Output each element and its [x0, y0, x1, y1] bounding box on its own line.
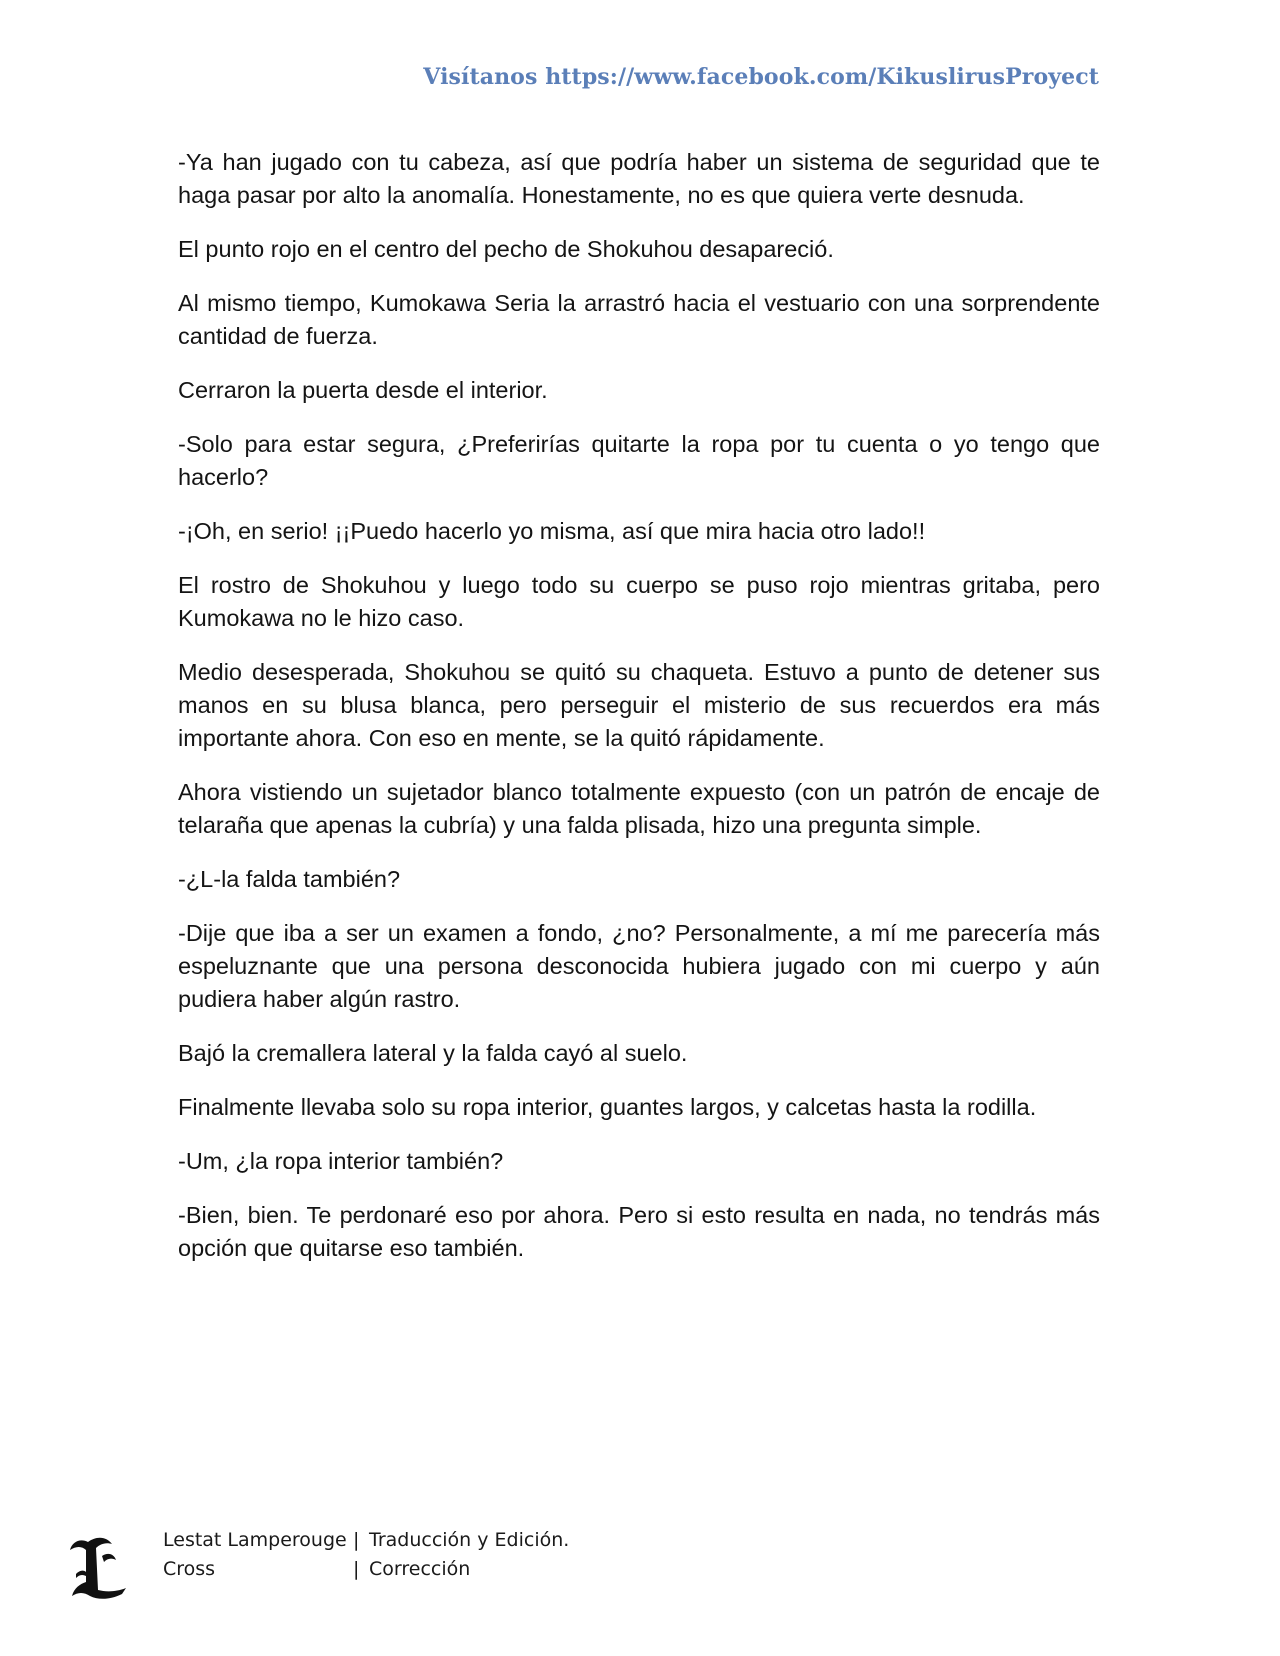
- paragraph: -¿L-la falda también?: [178, 866, 401, 892]
- gothic-letter-l-icon: [66, 1534, 130, 1604]
- credits: [163, 1526, 569, 1584]
- paragraph: -Bien, bien. Te perdonaré eso por ahora. Pero si esto resulta en nada, no tendrás más opción que quitarse eso también.: [178, 1202, 1100, 1261]
- credit-name: Cross: [163, 1558, 216, 1580]
- paragraph: Medio desesperada, Shokuhou se quitó su chaqueta. Estuvo a punto de detener sus manos en su blusa blanca, pero perseguir el misterio de sus recuerdos era más importante ahora. Con eso en mente, se la quitó rápidamente.: [178, 659, 1100, 751]
- paragraph: Ahora vistiendo un sujetador blanco totalmente expuesto (con un patrón de encaje de telaraña que apenas la cubría) y una falda plisada, hizo una pregunta simple.: [178, 779, 1100, 838]
- document-body: [178, 146, 1100, 1286]
- header-facebook-link[interactable]: Visítanos https://www.facebook.com/KikuslirusProyect: [423, 64, 1099, 90]
- paragraph: Bajó la cremallera lateral y la falda cayó al suelo.: [178, 1040, 688, 1066]
- paragraph: Al mismo tiempo, Kumokawa Seria la arrastró hacia el vestuario con una sorprendente cantidad de fuerza.: [178, 290, 1100, 349]
- credit-role: Traducción y Edición.: [369, 1529, 570, 1551]
- paragraph: El punto rojo en el centro del pecho de Shokuhou desapareció.: [178, 236, 834, 262]
- paragraph: Cerraron la puerta desde el interior.: [178, 377, 548, 403]
- paragraph: El rostro de Shokuhou y luego todo su cuerpo se puso rojo mientras gritaba, pero Kumokawa no le hizo caso.: [178, 572, 1100, 631]
- paragraph: -Um, ¿la ropa interior también?: [178, 1148, 504, 1174]
- credit-separator: |: [353, 1529, 360, 1551]
- credit-name: Lestat Lamperouge: [163, 1529, 347, 1551]
- paragraph: -¡Oh, en serio! ¡¡Puedo hacerlo yo misma, así que mira hacia otro lado!!: [178, 518, 926, 544]
- credit-role: Corrección: [369, 1558, 471, 1580]
- paragraph: -Dije que iba a ser un examen a fondo, ¿no? Personalmente, a mí me parecería más espeluznante que una persona desconocida hubiera jugado con mi cuerpo y aún pudiera haber algún rastro.: [178, 920, 1100, 1012]
- page-footer: [66, 1526, 766, 1626]
- credit-row: [163, 1526, 569, 1555]
- credit-row: [163, 1555, 569, 1584]
- credit-separator: |: [353, 1558, 360, 1580]
- paragraph: Finalmente llevaba solo su ropa interior, guantes largos, y calcetas hasta la rodilla.: [178, 1094, 1037, 1120]
- paragraph: -Ya han jugado con tu cabeza, así que podría haber un sistema de seguridad que te haga pasar por alto la anomalía. Honestamente, no es que quiera verte desnuda.: [178, 149, 1100, 208]
- paragraph: -Solo para estar segura, ¿Preferirías quitarte la ropa por tu cuenta o yo tengo que hacerlo?: [178, 431, 1100, 490]
